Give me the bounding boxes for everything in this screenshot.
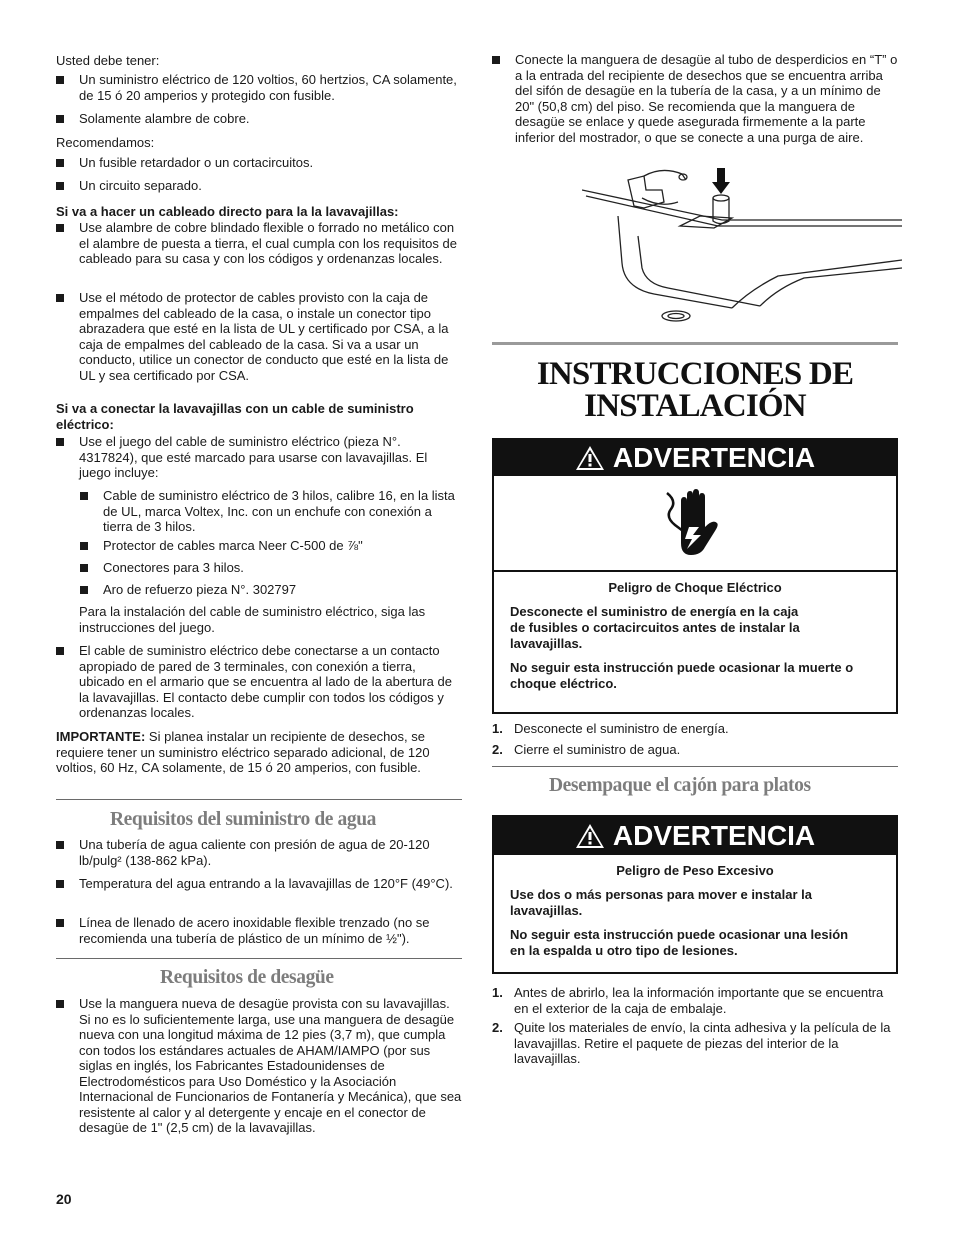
bullet-icon [56,224,64,232]
hazard-title: Peligro de Choque Eléctrico [608,580,782,595]
power-cord-heading: Si va a conectar la lavavajillas con un cable de suministro eléctrico: [56,401,414,432]
warning-consequence: No seguir esta instrucción puede ocasionar la muerte o choque eléctrico. [510,660,854,691]
list-item: Línea de llenado de acero inoxidable flexible trenzado (no se recomienda una tubería de plástico de un mínimo de ½"). [56,915,462,946]
bullet-icon [56,880,64,888]
bullet-icon [492,56,500,64]
sub-list-item: Protector de cables marca Neer C-500 de ⅞" [56,538,462,554]
list-item: Temperatura del agua entrando a la lavavajillas de 120°F (49°C). [56,876,462,892]
bullet-icon [56,647,64,655]
warning-triangle-icon [575,445,605,471]
divider [56,958,462,959]
step-item: 2. Cierre el suministro de agua. [492,742,681,757]
you-must-have-label: Usted debe tener: [56,53,160,68]
hazard-title: Peligro de Peso Excesivo [616,863,774,878]
page-number: 20 [56,1191,72,1207]
warning-header: ADVERTENCIA [494,817,896,855]
electric-shock-warning-box [492,438,898,714]
bullet-icon [56,919,64,927]
bullet-icon [56,841,64,849]
sub-list-item: Cable de suministro eléctrico de 3 hilos, calibre 16, en la lista de UL, marca Voltex, Inc. con un enchufe con conexión a tierra de 3 hilos. [56,488,462,535]
list-item: Solamente alambre de cobre. [56,111,462,127]
warning-triangle-icon [575,823,605,849]
important-label: IMPORTANTE: [56,729,146,744]
water-requirements-title: Requisitos del suministro de agua [110,809,376,830]
step-item: 2. Quite los materiales de envío, la cinta adhesiva y la película de la lavavajillas. Retire el paquete de piezas del interior de la lavavajillas. [492,1020,891,1066]
bullet-icon [56,1000,64,1008]
recommended-label: Recomendamos: [56,135,155,150]
bullet-icon [56,115,64,123]
page-title: INSTRUCCIONES DE INSTALACIÓN [536,356,854,424]
list-item: Use el método de protector de cables provisto con la caja de empalmes del cableado de la casa, o instale un conector tipo abrazadera que esté en la lista de UL y certificado por CSA, a la caja de empalmes del cableado de la casa. Si va a usar un conducto, utilice un conector de conducto que esté en la lista de UL y sea certificado por CSA. [56,290,462,383]
bullet-icon [56,76,64,84]
step-item: 1. Desconecte el suministro de energía. [492,721,729,736]
bullet-icon [56,438,64,446]
bullet-icon [56,182,64,190]
list-item: Un fusible retardador o un cortacircuitos. [56,155,462,171]
list-item: Use alambre de cobre blindado flexible o forrado no metálico con el alambre de puesta a tierra, el cual cumpla con los requisitos de cableado para su casa y con los códigos y ordenanzas locales. [56,220,462,267]
list-item: Use el juego del cable de suministro eléctrico (pieza N°. 4317824), que esté marcado para usarse con lavavajillas. El juego incluye: [56,434,462,481]
warning-header: ADVERTENCIA [494,440,896,476]
warning-consequence: No seguir esta instrucción puede ocasionar una lesión en la espalda u otro tipo de lesiones. [510,927,849,958]
sink-drain-illustration [582,168,902,328]
bullet-icon [80,492,88,500]
warning-body [494,572,896,692]
warning-body [494,855,896,959]
step-item: 1. Antes de abrirlo, lea la información importante que se encuentra en el exterior de la caja de embalaje. [492,985,884,1016]
divider [492,342,898,345]
divider [56,799,462,800]
bullet-icon [80,564,88,572]
list-item: Use la manguera nueva de desagüe provista con su lavavajillas. Si no es lo suficientemente larga, use una manguera de desagüe nueva con una longitud máxima de 12 pies (3,7 m), que cumpla con todos los estándares actuales de AHAM/IAMPO (por sus siglas en inglés, los Fabricantes Estadounidenses de Electrodomésticos para Uso Doméstico y la Asociación Internacional de Funcionarios de Fontanería y Mecánica), que sea resistente al calor y al detergente y encaje en el conector de desagüe de 1" (2,5 cm) de la lavavajillas. [56,996,462,1136]
warning-icon-area [494,476,896,572]
kit-note: Para la instalación del cable de suministro eléctrico, siga las instrucciones del juego. [79,604,426,635]
bullet-icon [56,294,64,302]
list-item: Conecte la manguera de desagüe al tubo de desperdicios en “T” o a la entrada del recipiente de desechos que se encuentra arriba del sifón de desagüe en la tubería de la casa, y a un mínimo de 20" (50,8 cm) del piso. Se recomienda que la manguera de desagüe se enlace y quede asegurada firmemente a la parte inferior del mostrador, o que se conecte a una purga de aire. [492,52,898,145]
bullet-icon [80,542,88,550]
sub-list-item: Conectores para 3 hilos. [56,560,462,576]
weight-warning-box [492,815,898,974]
list-item: Una tubería de agua caliente con presión de agua de 20-120 lb/pulg² (138-862 kPa). [56,837,462,868]
important-text: Si planea instalar un recipiente de desechos, se requiere tener un suministro eléctrico separado adicional, de 120 voltios, 60 Hz, CA solamente, de 15 ó 20 amperios, con fusible. [56,729,430,775]
list-item: Un circuito separado. [56,178,462,194]
bullet-icon [56,159,64,167]
list-item: El cable de suministro eléctrico debe conectarse a un contacto apropiado de pared de 3 terminales, con conexión a tierra, ubicado en el armario que se encuentra al lado de la abertura de la lavavajillas. El contacto debe cumplir con todos los códigos y ordenanzas locales. [56,643,462,721]
warning-instruction: Use dos o más personas para mover e instalar la lavavajillas. [510,887,813,918]
electric-shock-icon [665,487,725,559]
warning-instruction: Desconecte el suministro de energía en la caja de fusibles o cortacircuitos antes de instalar la lavavajillas. [510,604,800,651]
sub-list-item: Aro de refuerzo pieza N°. 302797 [56,582,462,598]
drain-requirements-title: Requisitos de desagüe [160,967,334,988]
divider [492,766,898,767]
list-item: Un suministro eléctrico de 120 voltios, 60 hertzios, CA solamente, de 15 ó 20 amperios y protegido con fusible. [56,72,462,103]
direct-wiring-heading: Si va a hacer un cableado directo para la la lavavajillas: [56,204,399,219]
bullet-icon [80,586,88,594]
important-note [56,729,462,776]
unpack-title: Desempaque el cajón para platos [549,775,811,796]
